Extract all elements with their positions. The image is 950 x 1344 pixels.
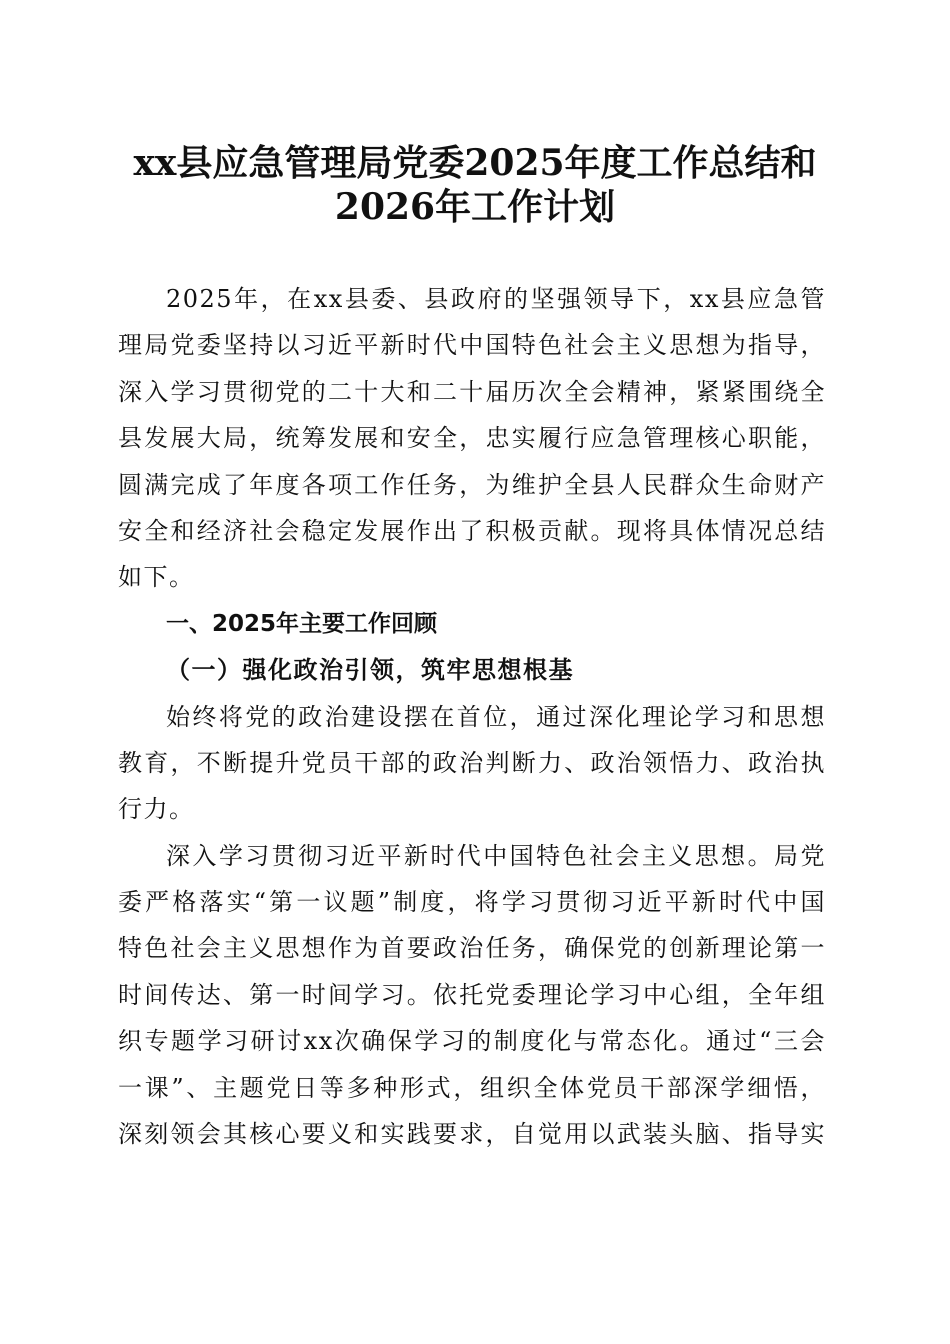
section-heading: 一、2025年主要工作回顾	[166, 610, 438, 637]
intro-paragraph	[118, 276, 826, 601]
text-line: 一课”、主题党日等多种形式，组织全体党员干部深学细悟，	[118, 1073, 826, 1102]
text-line: 始终将党的政治建设摆在首位，通过深化理论学习和思想	[166, 702, 826, 731]
paragraph-2	[118, 833, 826, 1158]
subsection-heading: （一）强化政治引领，筑牢思想根基	[166, 655, 574, 685]
text-line: 时间传达、第一时间学习。依托党委理论学习中心组，全年组	[118, 980, 826, 1009]
text-line: 教育，不断提升党员干部的政治判断力、政治领悟力、政治执	[118, 748, 826, 777]
text-line: 理局党委坚持以习近平新时代中国特色社会主义思想为指导，	[118, 331, 826, 360]
text-line: 织专题学习研讨xx次确保学习的制度化与常态化。通过“三会	[118, 1027, 826, 1056]
text-line: 如下。	[118, 563, 195, 592]
document-title-line-1: xx县应急管理局党委2025年度工作总结和	[133, 142, 817, 184]
text-line: 行力。	[118, 795, 195, 824]
text-line: 委严格落实“第一议题”制度，将学习贯彻习近平新时代中国	[118, 888, 826, 917]
paragraph-1	[118, 694, 826, 833]
text-line: 县发展大局，统筹发展和安全，忠实履行应急管理核心职能，	[118, 424, 826, 453]
text-line: 2025年，在xx县委、县政府的坚强领导下，xx县应急管	[166, 285, 826, 313]
text-line: 深入学习贯彻党的二十大和二十届历次全会精神，紧紧围绕全	[118, 377, 826, 406]
document-body	[118, 276, 826, 1157]
text-line: 深刻领会其核心要义和实践要求，自觉用以武装头脑、指导实	[118, 1120, 826, 1149]
document-title-line-2: 2026年工作计划	[334, 186, 616, 228]
text-line: 特色社会主义思想作为首要政治任务，确保党的创新理论第一	[118, 934, 826, 963]
text-line: 圆满完成了年度各项工作任务，为维护全县人民群众生命财产	[118, 470, 826, 499]
text-line: 深入学习贯彻习近平新时代中国特色社会主义思想。局党	[166, 841, 826, 870]
text-line: 安全和经济社会稳定发展作出了积极贡献。现将具体情况总结	[118, 516, 826, 545]
